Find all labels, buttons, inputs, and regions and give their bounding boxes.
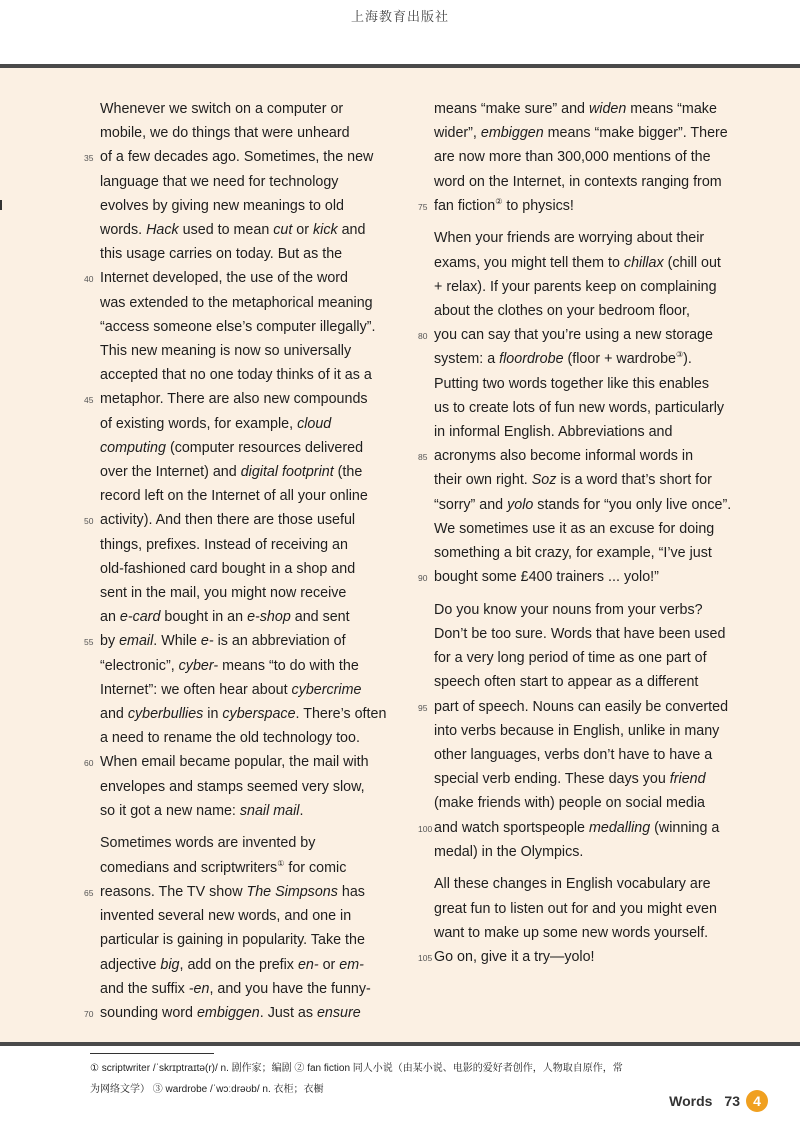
line-text: their own right. Soz is a word that’s short for <box>434 472 712 489</box>
line-text: sounding word embiggen. Just as ensure <box>100 1004 361 1021</box>
text-line <box>434 921 764 945</box>
line-text: part of speech. Nouns can easily be converted <box>434 698 729 715</box>
text-line <box>100 242 400 266</box>
line-text: and watch sportspeople medalling (winning a <box>434 819 720 836</box>
line-number: 60 <box>84 758 94 769</box>
article-column-right <box>418 97 764 978</box>
text-line <box>100 977 400 1001</box>
page-marker <box>669 1090 768 1112</box>
text-line <box>434 872 764 896</box>
footnote-line-2: 为网络文学） ③ wardrobe /ˈwɔːdrəʊb/ n. 衣柜；衣橱 <box>90 1084 324 1095</box>
line-text: Whenever we switch on a computer or <box>100 101 344 117</box>
text-line <box>100 97 400 121</box>
paragraph <box>418 97 764 218</box>
text-line <box>434 97 764 121</box>
text-line <box>418 945 764 969</box>
text-line <box>100 315 400 339</box>
line-text: activity). And then there are those useful <box>100 512 356 529</box>
line-text: a need to rename the old technology too. <box>100 730 360 747</box>
text-line <box>84 145 400 169</box>
text-line <box>100 904 400 928</box>
text-line <box>434 251 764 275</box>
line-text: word on the Internet, in contexts ranging from <box>434 173 722 190</box>
line-text: about the clothes on your bedroom floor, <box>434 303 690 320</box>
text-line <box>434 396 764 420</box>
line-text: speech often start to appear as a different <box>434 674 699 691</box>
line-text: you can say that you’re using a new storage <box>434 327 713 344</box>
text-line <box>84 508 400 532</box>
text-line <box>100 194 400 218</box>
text-line <box>100 363 400 387</box>
line-number: 50 <box>84 516 94 527</box>
footnote-rule <box>90 1053 214 1054</box>
line-number: 105 <box>418 953 433 964</box>
line-text: This new meaning is now so universally <box>100 343 352 360</box>
text-line <box>100 953 400 977</box>
line-text: Go on, give it a try—yolo! <box>434 949 595 966</box>
line-number: 100 <box>418 823 433 834</box>
line-text: an e-card bought in an e-shop and sent <box>100 609 350 626</box>
text-line <box>84 880 400 904</box>
page-number: 73 <box>724 1093 740 1109</box>
text-line <box>434 767 764 791</box>
line-text: was extended to the metaphorical meaning <box>100 294 373 311</box>
line-text: acronyms also become informal words in <box>434 448 694 465</box>
text-line <box>434 517 764 541</box>
line-text: of a few decades ago. Sometimes, the new <box>100 149 374 166</box>
footnote-line-1: ① scriptwriter /ˈskrɪptraɪtə(r)/ n. 剧作家；编剧 ② fan fiction 同人小说（由某小说、电影的爱好者创作，人物取自原作，常 <box>90 1063 623 1074</box>
line-text: so it got a new name: snail mail. <box>100 802 304 819</box>
text-line <box>434 299 764 323</box>
text-line <box>84 750 400 774</box>
line-text: When email became popular, the mail with <box>100 754 369 771</box>
line-text: We sometimes use it as an excuse for doing <box>434 520 715 537</box>
text-line <box>434 468 764 492</box>
text-line <box>100 557 400 581</box>
line-text: other languages, verbs don’t have to have a <box>434 747 713 764</box>
line-text: invented several new words, and one in <box>100 908 352 925</box>
line-text: into verbs because in English, unlike in many <box>434 722 720 739</box>
text-line <box>418 816 764 840</box>
text-line <box>434 541 764 565</box>
text-line <box>434 493 764 517</box>
text-line <box>434 622 764 646</box>
text-line <box>100 170 400 194</box>
text-line <box>434 743 764 767</box>
text-line <box>434 719 764 743</box>
line-text: metaphor. There are also new compounds <box>100 391 368 408</box>
line-number: 95 <box>418 702 428 713</box>
line-number: 90 <box>418 573 428 584</box>
article-column-left <box>84 97 400 1034</box>
margin-tick <box>0 200 2 210</box>
line-text: comedians and scriptwriters① for comic <box>100 858 347 876</box>
line-text: for a very long period of time as one part of <box>434 650 707 667</box>
line-text: of existing words, for example, cloud <box>100 415 332 432</box>
text-line <box>100 533 400 557</box>
text-line <box>434 145 764 169</box>
line-text: old-fashioned card bought in a shop and <box>100 560 356 577</box>
line-text: sent in the mail, you might now receive <box>100 585 347 602</box>
line-text: record left on the Internet of all your online <box>100 488 368 505</box>
line-number: 65 <box>84 887 94 898</box>
text-line <box>100 605 400 629</box>
text-line <box>100 291 400 315</box>
text-line <box>418 444 764 468</box>
line-text: All these changes in English vocabulary are <box>434 876 711 893</box>
paragraph <box>84 97 400 823</box>
line-text: exams, you might tell them to chillax (chill out <box>434 254 721 271</box>
text-line <box>100 484 400 508</box>
line-text: evolves by giving new meanings to old <box>100 197 344 214</box>
line-text: are now more than 300,000 mentions of the <box>434 149 711 166</box>
line-text: + relax). If your parents keep on complaining <box>434 278 717 295</box>
line-number: 45 <box>84 395 94 406</box>
line-text: us to create lots of fun new words, particularly <box>434 399 725 416</box>
line-text: particular is gaining in popularity. Take the <box>100 932 365 949</box>
text-line <box>434 670 764 694</box>
text-line <box>100 436 400 460</box>
publisher-header: 上海教育出版社 <box>350 10 449 25</box>
line-text: and cyberbullies in cyberspace. There’s often <box>100 706 387 723</box>
line-text: this usage carries on today. But as the <box>100 246 343 263</box>
line-text: great fun to listen out for and you might even <box>434 900 717 917</box>
text-line <box>100 726 400 750</box>
line-number: 55 <box>84 637 94 648</box>
line-text: Putting two words together like this enables <box>434 375 709 392</box>
text-line <box>100 678 400 702</box>
line-text: means “make sure” and widen means “make <box>434 101 717 117</box>
text-line <box>100 412 400 436</box>
line-text: wider”, embiggen means “make bigger”. There <box>434 125 728 142</box>
text-line <box>434 275 764 299</box>
text-line <box>418 194 764 218</box>
paragraph <box>418 872 764 969</box>
text-line <box>418 565 764 589</box>
line-text: reasons. The TV show The Simpsons has <box>100 883 365 900</box>
text-line <box>100 775 400 799</box>
line-text: Sometimes words are invented by <box>100 835 316 852</box>
line-text: “electronic”, cyber- means “to do with the <box>100 657 359 674</box>
text-line <box>434 598 764 622</box>
line-number: 70 <box>84 1008 94 1019</box>
line-text: Internet”: we often hear about cybercrime <box>100 681 362 698</box>
line-number: 85 <box>418 452 428 463</box>
line-text: words. Hack used to mean cut or kick and <box>100 222 366 239</box>
paragraph <box>84 831 400 1025</box>
text-line <box>434 121 764 145</box>
text-line <box>418 323 764 347</box>
line-text: in informal English. Abbreviations and <box>434 424 673 441</box>
line-text: something a bit crazy, for example, “I’ve just <box>434 545 712 562</box>
line-text: things, prefixes. Instead of receiving an <box>100 536 348 553</box>
text-line <box>84 629 400 653</box>
line-text: (make friends with) people on social media <box>434 795 705 812</box>
line-text: and the suffix -en, and you have the funny- <box>100 980 371 997</box>
text-line <box>84 266 400 290</box>
line-number: 35 <box>84 153 94 164</box>
line-text: medal) in the Olympics. <box>434 843 584 860</box>
line-text: special verb ending. These days you friend <box>434 771 706 788</box>
text-line <box>434 170 764 194</box>
line-text: Don’t be too sure. Words that have been used <box>434 626 726 643</box>
bottom-rule <box>0 1042 800 1046</box>
line-text: “access someone else’s computer illegally”. <box>100 318 376 335</box>
text-line <box>84 387 400 411</box>
text-line <box>100 831 400 855</box>
section-title: Words <box>669 1093 713 1109</box>
text-line <box>434 897 764 921</box>
text-line <box>100 460 400 484</box>
text-line <box>100 581 400 605</box>
text-line <box>434 840 764 864</box>
line-text: envelopes and stamps seemed very slow, <box>100 778 365 795</box>
line-text: Do you know your nouns from your verbs? <box>434 601 703 618</box>
text-line <box>434 420 764 444</box>
text-line <box>100 218 400 242</box>
text-line <box>434 372 764 396</box>
text-line <box>434 226 764 250</box>
paragraph <box>418 226 764 589</box>
footnotes <box>90 1058 730 1100</box>
line-text: system: a floordrobe (floor + wardrobe③). <box>434 350 692 368</box>
text-line <box>100 339 400 363</box>
text-line <box>434 646 764 670</box>
line-text: by email. While e- is an abbreviation of <box>100 633 346 650</box>
unit-badge: 4 <box>746 1090 768 1112</box>
line-text: want to make up some new words yourself. <box>434 924 709 941</box>
line-text: computing (computer resources delivered <box>100 439 364 456</box>
line-text: accepted that no one today thinks of it as a <box>100 367 372 384</box>
text-line <box>84 1001 400 1025</box>
line-text: When your friends are worrying about their <box>434 230 705 247</box>
text-line <box>418 695 764 719</box>
line-text: Internet developed, the use of the word <box>100 270 348 287</box>
line-number: 40 <box>84 274 94 285</box>
text-line <box>434 347 764 371</box>
line-text: adjective big, add on the prefix en- or em- <box>100 956 364 973</box>
line-text: bought some £400 trainers ... yolo!” <box>434 569 659 586</box>
text-line <box>100 702 400 726</box>
line-text: over the Internet) and digital footprint (the <box>100 464 363 481</box>
line-number: 80 <box>418 331 428 342</box>
text-line <box>100 654 400 678</box>
text-line <box>100 928 400 952</box>
text-line <box>434 791 764 815</box>
paragraph <box>418 598 764 864</box>
text-line <box>100 856 400 880</box>
line-text: language that we need for technology <box>100 173 339 190</box>
line-text: fan fiction② to physics! <box>434 197 574 214</box>
text-line <box>100 121 400 145</box>
line-text: “sorry” and yolo stands for “you only live once”. <box>434 496 732 513</box>
line-number: 75 <box>418 201 428 212</box>
line-text: mobile, we do things that were unheard <box>100 125 350 142</box>
text-line <box>100 799 400 823</box>
